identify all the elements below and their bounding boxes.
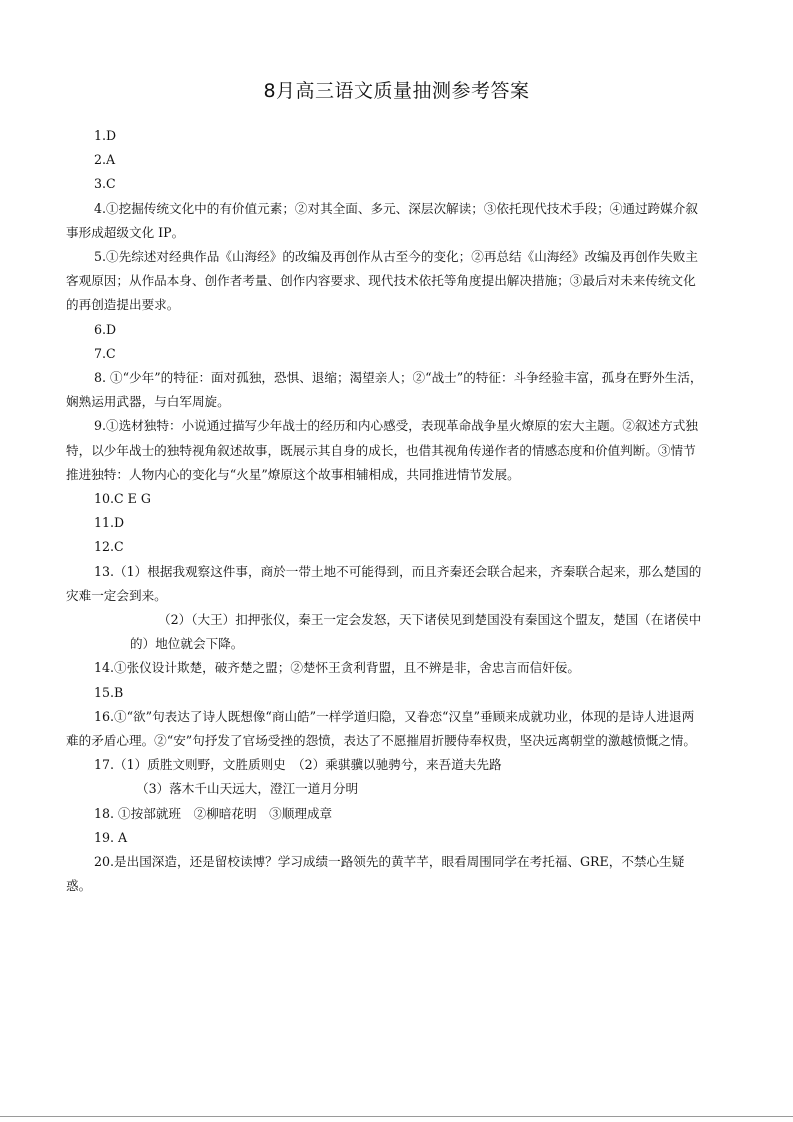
answer-list (66, 124, 706, 899)
answer-9: 9.①选材独特：小说通过描写少年战士的经历和内心感受，表现革命战争星火燎原的宏大主题。②叙述方式独特，以少年战士的独特视角叙述故事，既展示其自身的成长，也借其视角传递作者的情感态度和价值判断。③情节推进独特：人物内心的变化与“火星”燎原这个故事相辅相成，共同推进情节发展。 (66, 418, 698, 482)
answer-10: 10.C E G (94, 491, 151, 507)
answer-16: 16.①“欲”句表达了诗人既想像“商山皓”一样学道归隐，又眷恋“汉皇”垂顾来成就功业，体现的是诗人进退两难的矛盾心理。②“安”句抒发了官场受挫的怨愤，表达了不愿摧眉折腰侍奉权贵，坚决远离朝堂的激越愤慨之情。 (66, 708, 696, 749)
answer-2: 2.A (94, 152, 116, 168)
answer-12: 12.C (94, 539, 124, 555)
answer-17-part-1: 17.（1）质胜文则野，文胜质则史 （2）乘骐骥以驰骋兮，来吾道夫先路 (94, 757, 502, 773)
answer-11: 11.D (94, 515, 125, 531)
answer-1: 1.D (94, 128, 117, 143)
answer-19: 19. A (94, 829, 128, 845)
answer-18: 18. ①按部就班 ②柳暗花明 ③顺理成章 (94, 805, 333, 821)
answer-14: 14.①张仪设计欺楚，破齐楚之盟；②楚怀王贪利背盟，且不辨是非，舍忠言而信奸佞。 (94, 660, 580, 676)
page-bottom-divider (0, 1116, 793, 1117)
answer-7: 7.C (94, 345, 116, 361)
answer-13-part-1: 13.（1）根据我观察这件事，商於一带土地不可能得到，而且齐秦还会联合起来，齐秦联合起来，那么楚国的灾难一定会到来。 (66, 563, 702, 603)
page-title: 8月高三语文质量抽测参考答案 (263, 80, 530, 102)
answer-3: 3.C (94, 176, 116, 192)
answer-8: 8. ①“少年”的特征：面对孤独，恐惧、退缩；渴望亲人；②“战士”的特征：斗争经验丰富，孤身在野外生活，娴熟运用武器，与白军周旋。 (66, 370, 703, 410)
answer-15: 15.B (94, 684, 124, 700)
answer-5: 5.①先综述对经典作品《山海经》的改编及再创作从古至今的变化；②再总结《山海经》改编及再创作失败主客观原因；从作品本身、创作者考量、创作内容要求、现代技术依托等角度提出解决措施；③最后对未来传统文化的再创造提出要求。 (66, 249, 698, 313)
answer-17-part-2: （3）落木千山天远大，澄江一道月分明 (136, 781, 359, 797)
answer-13-part-2: （2）（大王）扣押张仪，秦王一定会发怒，天下诸侯见到楚国没有秦国这个盟友，楚国（在诸侯中的）地位就会下降。 (130, 612, 702, 652)
answer-6: 6.D (94, 321, 117, 337)
answer-4: 4.①挖掘传统文化中的有价值元素；②对其全面、多元、深层次解读；③依托现代技术手段；④通过跨媒介叙事形成超级文化 IP。 (66, 200, 698, 240)
answer-20: 20.是出国深造，还是留校读博？学习成绩一路领先的黄芊芊，眼看周围同学在考托福、GRE，不禁心生疑惑。 (66, 854, 685, 894)
